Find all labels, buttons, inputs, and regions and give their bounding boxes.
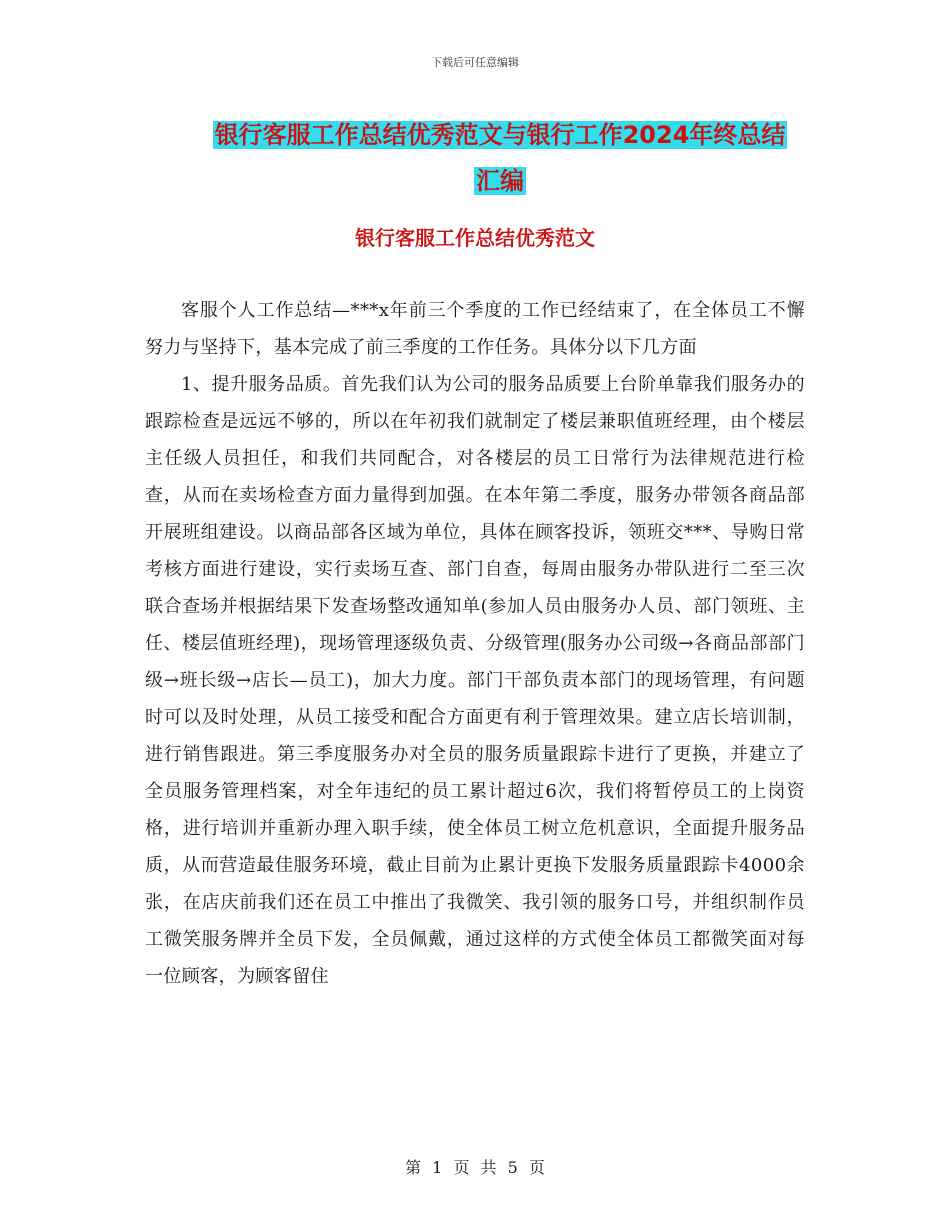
page-header-note: 下载后可任意编辑 — [431, 56, 519, 69]
page-number: 第 1 页 共 5 页 — [405, 1158, 545, 1177]
section-title: 银行客服工作总结优秀范文 — [355, 226, 595, 250]
document-title — [140, 112, 860, 204]
document-title-line2: 汇编 — [476, 167, 524, 195]
document-body — [145, 292, 805, 995]
paragraph-service-quality: 1、提升服务品质。首先我们认为公司的服务品质要上台阶单靠我们服务办的跟踪检查是远远不够的，所以在年初我们就制定了楼层兼职值班经理，由个楼层主任级人员担任，和我们共同配合，对各楼层的员工日常行为法律规范进行检查，从而在卖场检查方面力量得到加强。在本年第二季度，服务办带领各商品部开展班组建设。以商品部各区域为单位，具体在顾客投诉，领班交***、导购日常考核方面进行建设，实行卖场互查、部门自查，每周由服务办带队进行二至三次联合查场并根据结果下发查场整改通知单(参加人员由服务办人员、部门领班、主任、楼层值班经理)，现场管理逐级负责、分级管理(服务办公司级→各商品部部门级→班长级→店长—员工)，加大力度。部门干部负责本部门的现场管理，有问题时可以及时处理，从员工接受和配合方面更有利于管理效果。建立店长培训制，进行销售跟进。第三季度服务办对全员的服务质量跟踪卡进行了更换，并建立了全员服务管理档案，对全年违纪的员工累计超过6次，我们将暂停员工的上岗资格，进行培训并重新办理入职手续，使全体员工树立危机意识，全面提升服务品质，从而营造最佳服务环境，截止目前为止累计更换下发服务质量跟踪卡4000余张，在店庆前我们还在员工中推出了我微笑、我引领的服务口号，并组织制作员工微笑服务牌并全员下发，全员佩戴，通过这样的方式使全体员工都微笑面对每一位顾客，为顾客留住 — [145, 374, 805, 987]
document-title-line1: 银行客服工作总结优秀范文与银行工作2024年终总结 — [214, 121, 786, 149]
paragraph-intro: 客服个人工作总结—***x年前三个季度的工作已经结束了，在全体员工不懈努力与坚持下，基本完成了前三季度的工作任务。具体分以下几方面 — [145, 300, 805, 358]
